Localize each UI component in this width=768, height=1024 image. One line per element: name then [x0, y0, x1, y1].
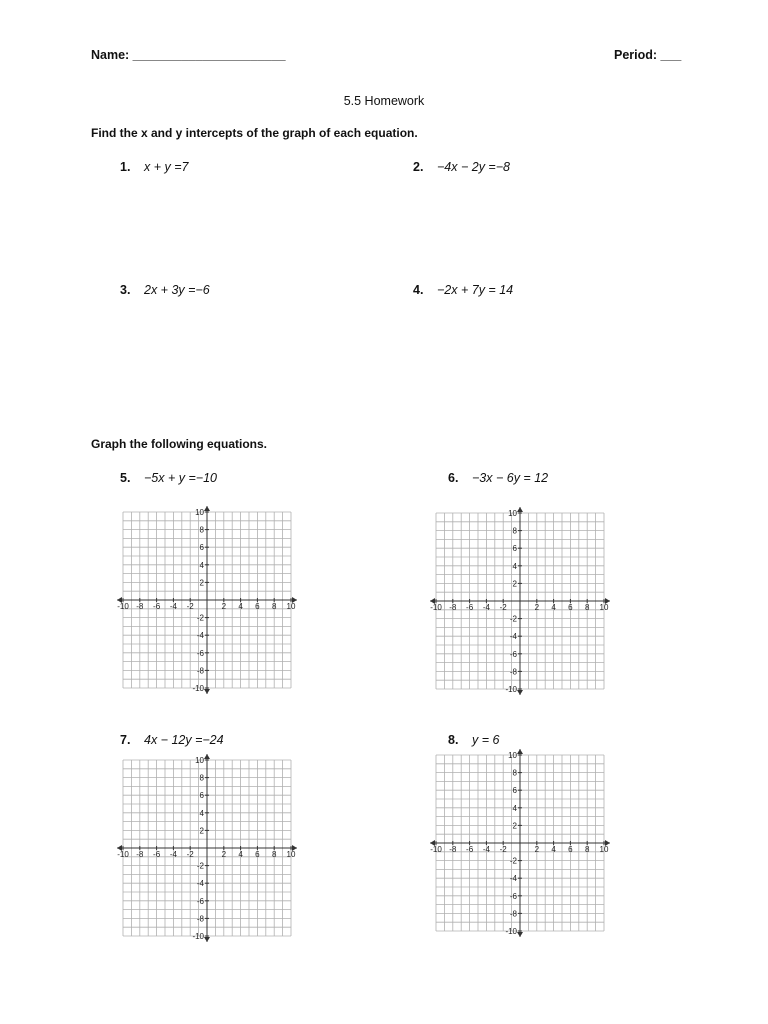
problem-number: 4. [413, 283, 424, 297]
y-tick-label: -10 [505, 927, 517, 936]
y-tick-label: -6 [509, 891, 517, 901]
x-tick-label: -10 [117, 850, 129, 859]
axis-arrow [204, 506, 210, 511]
problem-2 [413, 160, 510, 174]
x-tick-label: 8 [584, 845, 590, 854]
problem-equation: 4x − 12y =−24 [144, 733, 224, 747]
y-tick-label: -8 [196, 666, 204, 676]
x-tick-label: 10 [599, 845, 609, 854]
problem-equation: −5x + y =−10 [144, 471, 217, 485]
x-tick-label: 6 [568, 603, 573, 612]
x-tick-label: 2 [534, 845, 540, 854]
x-tick-label: 4 [551, 845, 556, 854]
x-tick-label: 10 [286, 602, 296, 611]
x-tick-label: -6 [466, 603, 474, 612]
problem-equation: −2x + 7y = 14 [437, 283, 514, 297]
y-tick-label: -6 [509, 649, 517, 659]
x-tick-label: 10 [286, 850, 296, 859]
x-tick-label: -2 [186, 850, 194, 859]
x-tick-label: -4 [169, 850, 177, 859]
axis-arrow [517, 507, 523, 512]
y-tick-label: 2 [512, 579, 517, 589]
x-tick-label: -8 [136, 602, 144, 611]
section1-instruction: Find the x and y intercepts of the graph of each equation. [91, 126, 418, 140]
y-tick-label: 2 [199, 826, 204, 836]
problem-number: 3. [120, 283, 131, 297]
y-tick-label: 8 [199, 773, 204, 783]
y-tick-label: 4 [199, 808, 204, 818]
x-tick-label: 8 [584, 603, 590, 612]
problem-number: 1. [120, 160, 131, 174]
x-tick-label: 4 [238, 850, 243, 859]
y-tick-label: -8 [509, 909, 517, 919]
x-tick-label: 10 [599, 603, 609, 612]
y-tick-label: 10 [508, 509, 517, 518]
problem-equation: 2x + 3y =−6 [144, 283, 210, 297]
axis-arrow [517, 690, 523, 695]
x-tick-label: -10 [430, 845, 442, 854]
x-tick-label: -6 [466, 845, 474, 854]
problem-1 [120, 160, 188, 174]
x-tick-label: 2 [221, 602, 227, 611]
x-tick-label: 6 [255, 850, 260, 859]
y-tick-label: -6 [196, 648, 204, 658]
name-field-label: Name: ______________________ [91, 48, 286, 62]
x-tick-label: 8 [271, 850, 277, 859]
x-tick-label: -4 [482, 603, 490, 612]
y-tick-label: -8 [196, 914, 204, 924]
axis-arrow [517, 749, 523, 754]
y-tick-label: -10 [192, 684, 204, 693]
problem-equation: x + y =7 [144, 160, 189, 174]
x-tick-label: -2 [499, 845, 507, 854]
x-tick-label: -4 [482, 845, 490, 854]
x-tick-label: 2 [221, 850, 227, 859]
y-tick-label: 2 [512, 821, 517, 831]
x-tick-label: 6 [255, 602, 260, 611]
y-tick-label: -4 [196, 631, 204, 641]
x-tick-label: -8 [449, 845, 457, 854]
y-tick-label: 4 [199, 560, 204, 570]
problem-8 [448, 733, 499, 747]
y-tick-label: -6 [196, 896, 204, 906]
x-tick-label: -6 [153, 602, 161, 611]
x-tick-label: -10 [430, 603, 442, 612]
coordinate-grid-6 [430, 509, 609, 694]
y-tick-label: 6 [512, 786, 517, 796]
y-tick-label: 4 [512, 803, 517, 813]
y-tick-label: -2 [509, 856, 517, 866]
y-tick-label: 8 [199, 525, 204, 535]
y-tick-label: 10 [195, 756, 204, 765]
y-tick-label: 10 [508, 751, 517, 760]
problem-number: 5. [120, 471, 131, 485]
problem-equation: y = 6 [472, 733, 500, 747]
x-tick-label: 4 [551, 603, 556, 612]
y-tick-label: 6 [199, 543, 204, 553]
y-tick-label: 6 [512, 544, 517, 554]
problem-5 [120, 471, 217, 485]
y-tick-label: -2 [509, 614, 517, 624]
x-tick-label: -8 [136, 850, 144, 859]
x-tick-label: 2 [534, 603, 540, 612]
axis-arrow [517, 932, 523, 937]
x-tick-label: 6 [568, 845, 573, 854]
problem-equation: −3x − 6y = 12 [472, 471, 549, 485]
y-tick-label: -4 [196, 879, 204, 889]
problem-7 [120, 733, 224, 747]
page-title: 5.5 Homework [343, 94, 425, 108]
x-tick-label: 4 [238, 602, 243, 611]
y-tick-label: 8 [512, 526, 517, 536]
problem-number: 7. [120, 733, 131, 747]
y-tick-label: -4 [509, 874, 517, 884]
y-tick-label: 2 [199, 578, 204, 588]
section2-instruction: Graph the following equations. [91, 437, 267, 451]
x-tick-label: -2 [499, 603, 507, 612]
problem-number: 8. [448, 733, 459, 747]
problem-equation: −4x − 2y =−8 [437, 160, 510, 174]
problem-4 [413, 283, 513, 297]
y-tick-label: 4 [512, 561, 517, 571]
x-tick-label: 8 [271, 602, 277, 611]
axis-arrow [204, 937, 210, 942]
problem-3 [120, 283, 210, 297]
y-tick-label: 10 [195, 508, 204, 517]
problem-6 [448, 471, 548, 485]
y-tick-label: -2 [196, 613, 204, 623]
axis-arrow [204, 689, 210, 694]
y-tick-label: -2 [196, 861, 204, 871]
y-tick-label: -4 [509, 632, 517, 642]
coordinate-grid-8 [430, 751, 609, 936]
period-field-label: Period: ___ [614, 48, 682, 62]
y-tick-label: 6 [199, 791, 204, 801]
coordinate-grid-7 [117, 756, 296, 941]
y-tick-label: -10 [192, 932, 204, 941]
problem-number: 6. [448, 471, 459, 485]
y-tick-label: -10 [505, 685, 517, 694]
x-tick-label: -8 [449, 603, 457, 612]
x-tick-label: -2 [186, 602, 194, 611]
axis-arrow [204, 754, 210, 759]
coordinate-grid-5 [117, 508, 296, 693]
x-tick-label: -10 [117, 602, 129, 611]
y-tick-label: -8 [509, 667, 517, 677]
x-tick-label: -6 [153, 850, 161, 859]
y-tick-label: 8 [512, 768, 517, 778]
problem-number: 2. [413, 160, 424, 174]
x-tick-label: -4 [169, 602, 177, 611]
